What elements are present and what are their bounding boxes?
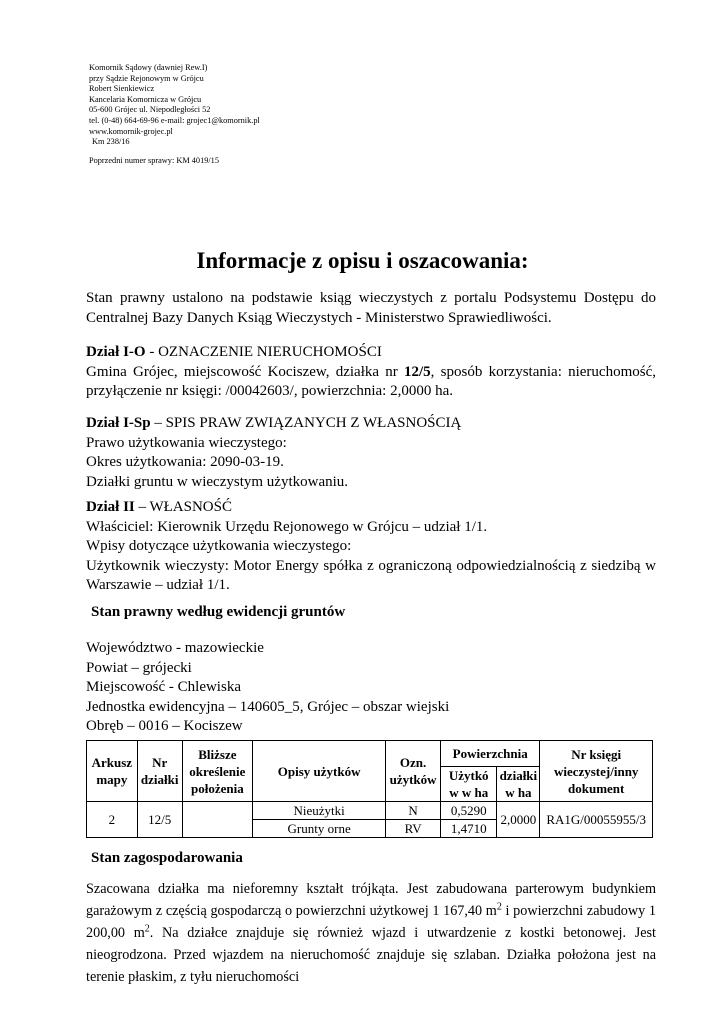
section-heading: - OZNACZENIE NIERUCHOMOŚCI [145, 344, 382, 360]
section-line: Okres użytkowania: 2090-03-19. [86, 454, 284, 471]
col-header-area: Powierzchnia [441, 741, 540, 767]
development-paragraph [86, 878, 656, 988]
cell-use: Grunty orne [253, 820, 386, 838]
registry-heading [91, 603, 661, 623]
cell-plot: 12/5 [137, 802, 182, 838]
cell-area: 0,5290 [441, 802, 497, 820]
registry-list [86, 639, 656, 737]
plot-number: 12/5 [404, 363, 431, 380]
letterhead [89, 63, 389, 148]
col-header-use-area: Użytkó w w ha [441, 767, 497, 802]
cell-symbol: N [386, 802, 441, 820]
col-header-symbol: Ozn. użytków [386, 741, 441, 802]
letterhead-line: Komornik Sądowy (dawniej Rew.I) [89, 63, 208, 72]
col-header-sheet: Arkusz mapy [87, 741, 138, 802]
registry-heading-text: Stan prawny według ewidencji gruntów [91, 604, 346, 620]
registry-line: Jednostka ewidencyjna – 140605_5, Grójec – obszar wiejski [86, 698, 450, 715]
cell-sheet: 2 [87, 802, 138, 838]
col-header-plot: Nr działki [137, 741, 182, 802]
plot-table [86, 740, 653, 838]
development-heading [91, 849, 661, 869]
section-dzial-1sp [86, 414, 656, 492]
text-segment: Szacowana działka ma nieforemny kształt trójkąta. Jest zabudowana parterowym budynkiem garażowym z częścią gospodarczą o powierzchni użytkowej 1 167,40 m [86, 881, 656, 919]
section-label: Dział I-O [86, 344, 146, 360]
cell-plot-area: 2,0000 [497, 802, 540, 838]
cell-use: Nieużytki [253, 802, 386, 820]
col-header-kw: Nr księgi wieczystej/inny dokument [540, 741, 653, 802]
section-heading: – WŁASNOŚĆ [134, 499, 232, 515]
section-dzial-1o [86, 343, 656, 402]
superscript: 2 [496, 901, 502, 913]
registry-line: Miejscowość - Chlewiska [86, 679, 241, 696]
letterhead-line: www.komornik-grojec.pl [89, 126, 173, 136]
page-title: Informacje z opisu i oszacowania: [196, 248, 529, 273]
letterhead-line: przy Sądzie Rejonowym w Grójcu [89, 73, 204, 83]
letterhead-line: 05-600 Grójec ul. Niepodległości 52 [89, 105, 211, 115]
section-label: Dział II [86, 499, 135, 515]
section-label: Dział I-Sp [86, 415, 151, 431]
cell-location [182, 802, 253, 838]
text-segment: . Na działce znajduje się również wjazd i utwardzenie z kostki betonowej. Jest nieogrodzona. Przed wjazdem na nieruchomość znajduje się szlaban. Działka położona jest na terenie płaskim, z tyłu nieruchomości [86, 925, 656, 985]
intro-paragraph: Stan prawny ustalono na podstawie ksiąg wieczystych z portalu Podsystemu Dostępu do Centralnej Bazy Danych Ksiąg Wieczystych - Ministerstwo Sprawiedliwości. [86, 290, 656, 326]
section-dzial-2 [86, 498, 656, 596]
letterhead-line: Kancelaria Komornicza w Grójcu [89, 94, 202, 104]
table-row [87, 802, 653, 820]
user-line: Użytkownik wieczysty: Motor Energy spółka z ograniczoną odpowiedzialnością z siedzibą w Warszawie – udział 1/1. [86, 557, 656, 594]
cell-kw: RA1G/00055955/3 [540, 802, 653, 838]
col-header-plot-area: działki w ha [497, 767, 540, 802]
registry-line: Powiat – grójecki [86, 659, 192, 676]
development-heading-text: Stan zagospodarowania [91, 850, 243, 866]
letterhead-line: tel. (0-48) 664-69-96 e-mail: grojec1@komornik.pl [89, 115, 260, 125]
entries-line: Wpisy dotyczące użytkowania wieczystego: [86, 538, 352, 555]
cell-area: 1,4710 [441, 820, 497, 838]
owner-line: Właściciel: Kierownik Urzędu Rejonowego w Grójcu – udział 1/1. [86, 518, 488, 535]
section-line: Działki gruntu w wieczystym użytkowaniu. [86, 473, 349, 490]
registry-line: Województwo - mazowieckie [86, 640, 264, 656]
cell-symbol: RV [386, 820, 441, 838]
registry-line: Obręb – 0016 – Kociszew [86, 718, 243, 735]
letterhead-line: Robert Sienkiewicz [89, 84, 155, 94]
section-line: Prawo użytkowania wieczystego: [86, 434, 287, 451]
text-segment: , sposób korzystania: nieruchomość, przyłączenie nr księgi: /00042603/, powierzchnia: 2,0000 ha. [86, 363, 656, 400]
col-header-location: Bliższe określenie położenia [182, 741, 253, 802]
col-header-use: Opisy użytków [253, 741, 386, 802]
section-heading: – SPIS PRAW ZWIĄZANYCH Z WŁASNOŚCIĄ [150, 415, 462, 431]
text-segment: i powierzchni zabudowy 1 200,00 m [86, 903, 656, 941]
superscript: 2 [144, 923, 150, 935]
text-segment: Gmina Grójec, miejscowość Kociszew, działka nr [86, 363, 404, 380]
case-number: Km 238/16 [92, 137, 130, 147]
previous-case-number: Poprzedni numer sprawy: KM 4019/15 [89, 156, 219, 165]
